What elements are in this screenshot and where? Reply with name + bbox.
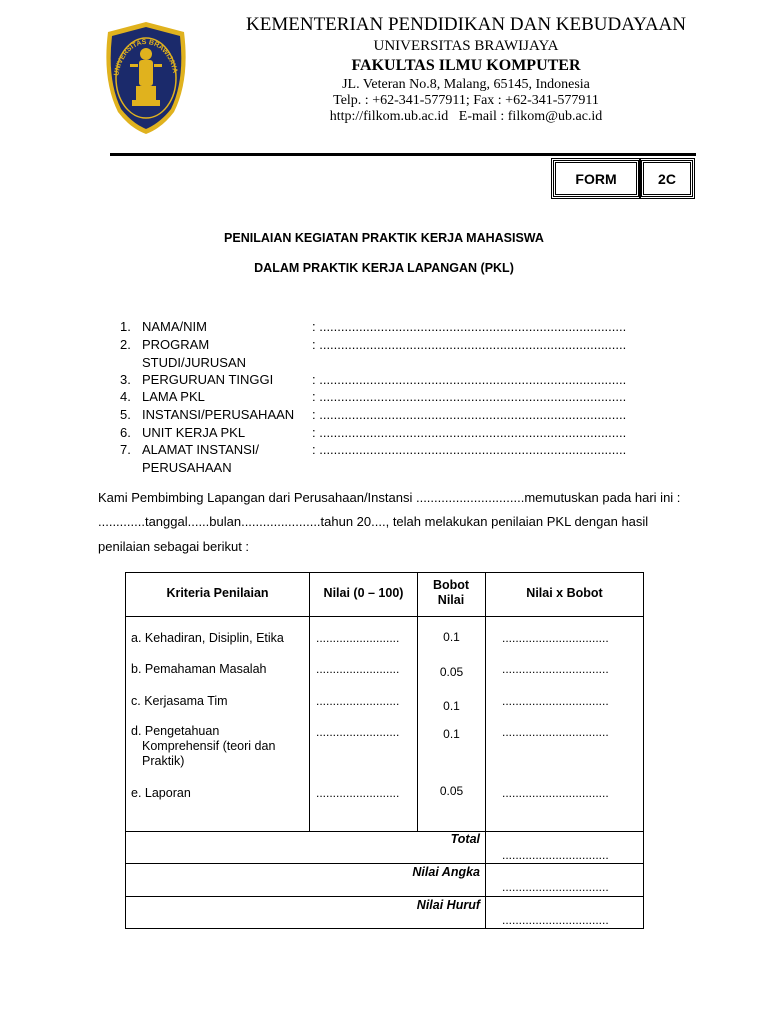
criteria-e: e. Laporan (131, 786, 191, 800)
weighted-input-a[interactable]: ................................ (502, 631, 609, 645)
score-input-e[interactable]: ......................... (316, 786, 400, 800)
weight-e: 0.05 (439, 784, 464, 798)
paragraph-line-3: penilaian sebagai berikut : (98, 539, 250, 554)
weight-b: 0.05 (439, 665, 464, 679)
header-weighted: Nilai x Bobot (526, 586, 603, 600)
fill-line[interactable]: : ..................................................................................... (312, 337, 627, 352)
score-input-d[interactable]: ......................... (316, 725, 400, 739)
nilai-huruf-input[interactable]: ................................ (502, 913, 609, 927)
fill-line[interactable]: : ..................................................................................... (312, 389, 627, 404)
weight-a: 0.1 (443, 630, 460, 644)
fill-line[interactable]: : ..................................................................................... (312, 319, 627, 334)
weight-d: 0.1 (443, 727, 460, 741)
faculty-name: FAKULTAS ILMU KOMPUTER (351, 57, 581, 74)
criteria-a: a. Kehadiran, Disiplin, Etika (131, 631, 284, 645)
header-weight: Bobot Nilai (432, 578, 470, 607)
fill-line[interactable]: : ..................................................................................... (312, 372, 627, 387)
score-input-a[interactable]: ......................... (316, 631, 400, 645)
weighted-input-e[interactable]: ................................ (502, 786, 609, 800)
weighted-input-c[interactable]: ................................ (502, 694, 609, 708)
web-email: http://filkom.ub.ac.id E-mail : filkom@ub.ac.id (329, 109, 603, 124)
fill-line[interactable]: : ..................................................................................... (312, 442, 627, 457)
score-input-c[interactable]: ......................... (316, 694, 400, 708)
nilai-angka-input[interactable]: ................................ (502, 880, 609, 894)
identity-row-alamat: 7. ALAMAT INSTANSI/ PERUSAHAAN : ..................................................................................... (120, 441, 660, 476)
form-label: FORM (553, 160, 639, 197)
header-criteria: Kriteria Penilaian (166, 586, 269, 600)
phone-fax: Telp. : +62-341-577911; Fax : +62-341-577911 (333, 93, 599, 108)
weighted-input-d[interactable]: ................................ (502, 725, 609, 739)
document-title: PENILAIAN KEGIATAN PRAKTIK KERJA MAHASISWA (224, 231, 544, 245)
ministry-name: KEMENTERIAN PENDIDIKAN DAN KEBUDAYAAN (246, 14, 686, 35)
paragraph-line-2: .............tanggal......bulan......................tahun 20...., telah melakukan penilaian PKL dengan hasil (98, 514, 649, 529)
weighted-input-b[interactable]: ................................ (502, 662, 609, 676)
university-name: UNIVERSITAS BRAWIJAYA (373, 38, 559, 54)
paragraph-line-1: Kami Pembimbing Lapangan dari Perusahaan/Instansi ..............................memutuskan pada hari ini : (98, 490, 681, 505)
nilai-angka-label: Nilai Angka (412, 865, 480, 879)
nilai-huruf-label: Nilai Huruf (416, 898, 480, 912)
criteria-c: c. Kerjasama Tim (131, 694, 228, 708)
form-code: 2C (641, 160, 693, 197)
svg-text:UNIVERSITAS BRAWIJAYA: UNIVERSITAS BRAWIJAYA (113, 38, 179, 77)
header-score: Nilai (0 – 100) (323, 586, 404, 600)
total-label: Total (450, 832, 480, 846)
address: JL. Veteran No.8, Malang, 65145, Indonesia (342, 77, 590, 92)
fill-line[interactable]: : ..................................................................................... (312, 425, 627, 440)
fill-line[interactable]: : ..................................................................................... (312, 407, 627, 422)
criteria-b: b. Pemahaman Masalah (131, 662, 267, 676)
score-input-b[interactable]: ......................... (316, 662, 400, 676)
criteria-d: d. Pengetahuan Komprehensif (teori dan Praktik) (131, 724, 276, 768)
weight-c: 0.1 (443, 699, 460, 713)
document-subtitle: DALAM PRAKTIK KERJA LAPANGAN (PKL) (254, 261, 514, 275)
identity-row-prodi: 2. PROGRAM STUDI/JURUSAN : ..................................................................................... (120, 336, 660, 371)
total-input[interactable]: ................................ (502, 848, 609, 862)
